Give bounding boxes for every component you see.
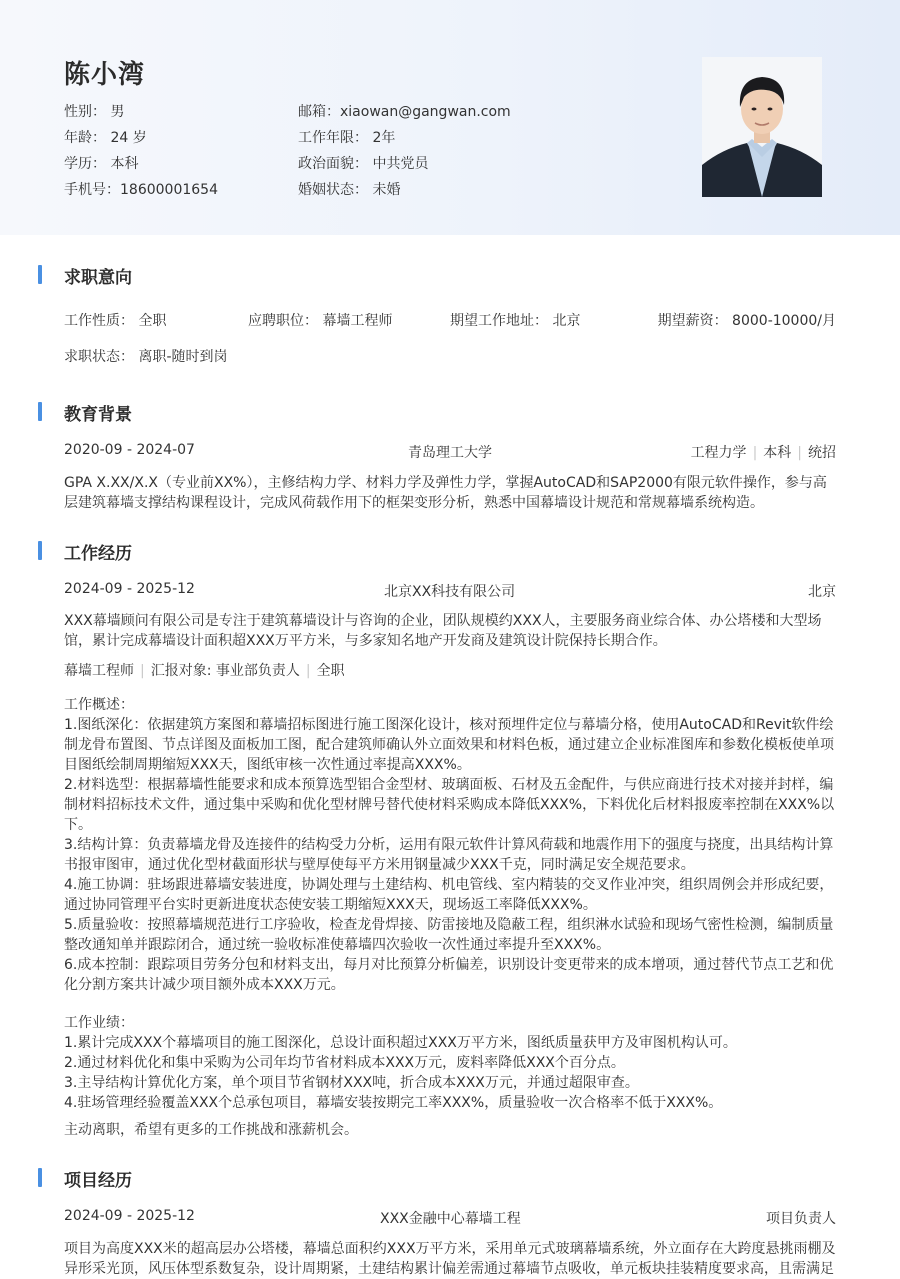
section-title-intention: 求职意向 [64,268,132,288]
overview-title: 工作概述： [64,697,134,713]
work-tags: 幕墙工程师 | 汇报对象: 事业部负责人 | 全职 [64,663,345,679]
section-title-education: 教育背景 [64,405,132,425]
project-description: 项目为高度XXX米的超高层办公塔楼，幕墙总面积约XXX万平方米，采用单元式玻璃幕墙系统，外立面存在大跨度悬挑雨棚及异形采光顶，风压体型系数复杂，设计周期紧，土建结构累计偏差需通过幕墙节点吸收，单元板块挂装精度要求高，且需满足 [64,1241,836,1277]
project-period: 2024-09 - 2025-12 [64,1208,195,1224]
education-description: GPA X.XX/X.X（专业前XX%），主修结构力学、材料力学及弹性力学，掌握AutoCAD和SAP2000有限元软件操作，参与高层建筑幕墙支撑结构课程设计，完成风荷载作用下的框架变形分析，熟悉中国幕墙设计规范和常规幕墙系统构造。 [64,475,827,511]
section-accent [38,265,42,284]
enroll-type: 统招 [808,445,836,461]
achievements-title: 工作业绩： [64,1015,134,1031]
achievement-item: 3.主导结构计算优化方案，单个项目节省钢材XXX吨，折合成本XXX万元，并通过超限审查。 [64,1075,639,1091]
section-accent [38,402,42,421]
duty-item: 5.质量验收：按照幕墙规范进行工序验收，检查龙骨焊接、防雷接地及隐蔽工程，组织淋水试验和现场气密性检测，编制质量整改通知单并跟踪闭合，通过统一验收标准使幕墙四次验收一次性通过率提升至XXX%。 [64,917,834,953]
portrait-image [702,57,822,197]
work-city: 北京 [808,584,836,600]
work-period: 2024-09 - 2025-12 [64,581,195,597]
education-level: 学历： 本科 [64,156,139,172]
work-role: 幕墙工程师 [64,663,134,679]
education-period: 2020-09 - 2024-07 [64,442,195,458]
work-achievements [64,1013,840,1113]
duty-item: 1.图纸深化：依据建筑方案图和幕墙招标图进行施工图深化设计，核对预埋件定位与幕墙分格，使用AutoCAD和Revit软件绘制龙骨布置图、节点详图及面板加工图，配合建筑师确认外立面效果和材料色板，通过建立企业标准图库和参数化模板使单项目图纸绘制周期缩短XXX天，图纸审核一次性通过率提高XXX%。 [64,717,834,773]
duty-item: 3.结构计算：负责幕墙龙骨及连接件的结构受力分析，运用有限元软件计算风荷载和地震作用下的强度与挠度，出具结构计算书报审图审，通过优化型材截面形状与壁厚使每平方米用钢量减少XXX千克，同时满足安全规范要求。 [64,837,834,873]
section-title-project: 项目经历 [64,1171,132,1191]
job-location: 期望工作地址： 北京 [450,313,581,329]
achievement-item: 4.驻场管理经验覆盖XXX个总承包项目，幕墙安装按期完工率XXX%，质量验收一次合格率不低于XXX%。 [64,1095,723,1111]
candidate-name: 陈小湾 [64,60,146,90]
section-accent [38,1168,42,1187]
employment-type: 全职 [316,663,345,679]
work-overview [64,695,840,995]
job-type: 工作性质： 全职 [64,313,167,329]
duty-item: 4.施工协调：驻场跟进幕墙安装进度，协调处理与土建结构、机电管线、室内精装的交叉作业冲突，组织周例会并形成纪要，通过协同管理平台实时更新进度状态使安装工期缩短XXX天，现场返工率降低XXX%。 [64,877,834,913]
email: 邮箱：xiaowan@gangwan.com [298,104,511,120]
achievement-item: 2.通过材料优化和集中采购为公司年均节省材料成本XXX万元，废料率降低XXX个百分点。 [64,1055,625,1071]
duty-item: 6.成本控制：跟踪项目劳务分包和材料支出，每月对比预算分析偏差，识别设计变更带来的成本增项，通过替代节点工艺和优化分割方案共计减少项目额外成本XXX万元。 [64,957,834,993]
work-years: 工作年限： 2年 [298,130,396,146]
major: 工程力学 [690,445,747,461]
education-tags: 工程力学 | 本科 | 统招 [690,445,836,461]
project-role: 项目负责人 [766,1211,836,1227]
company-name: 北京XX科技有限公司 [384,584,516,600]
job-position: 应聘职位： 幕墙工程师 [248,313,393,329]
profile-photo [702,57,822,197]
company-intro: XXX幕墙顾问有限公司是专注于建筑幕墙设计与咨询的企业，团队规模约XXX人，主要服务商业综合体、办公塔楼和大型场馆，累计完成幕墙设计面积超XXX万平方米，与多家知名地产开发商及建筑设计院保持长期合作。 [64,613,822,649]
section-accent [38,541,42,560]
achievement-item: 1.累计完成XXX个幕墙项目的施工图深化，总设计面积超过XXX万平方米，图纸质量获甲方及审图机构认可。 [64,1035,737,1051]
marital-status: 婚姻状态： 未婚 [298,182,401,198]
degree: 本科 [763,445,792,461]
age: 年龄： 24 岁 [64,130,147,146]
project-name: XXX金融中心幕墙工程 [380,1211,521,1227]
leave-reason: 主动离职，希望有更多的工作挑战和涨薪机会。 [64,1122,358,1138]
duty-item: 2.材料选型：根据幕墙性能要求和成本预算选型铝合金型材、玻璃面板、石材及五金配件，与供应商进行技术对接并封样，编制材料招标技术文件，通过集中采购和优化型材牌号替代使材料采购成本降低XXX%，下料优化后材料报废率控制在XXX%以下。 [64,777,835,833]
job-status: 求职状态： 离职-随时到岗 [64,349,228,365]
report-to: 汇报对象: 事业部负责人 [150,663,300,679]
expected-salary: 期望薪资： 8000-10000/月 [657,313,836,329]
section-title-work: 工作经历 [64,544,132,564]
phone: 手机号：18600001654 [64,182,218,198]
school-name: 青岛理工大学 [408,445,492,461]
political-status: 政治面貌： 中共党员 [298,156,429,172]
gender: 性别： 男 [64,104,125,120]
